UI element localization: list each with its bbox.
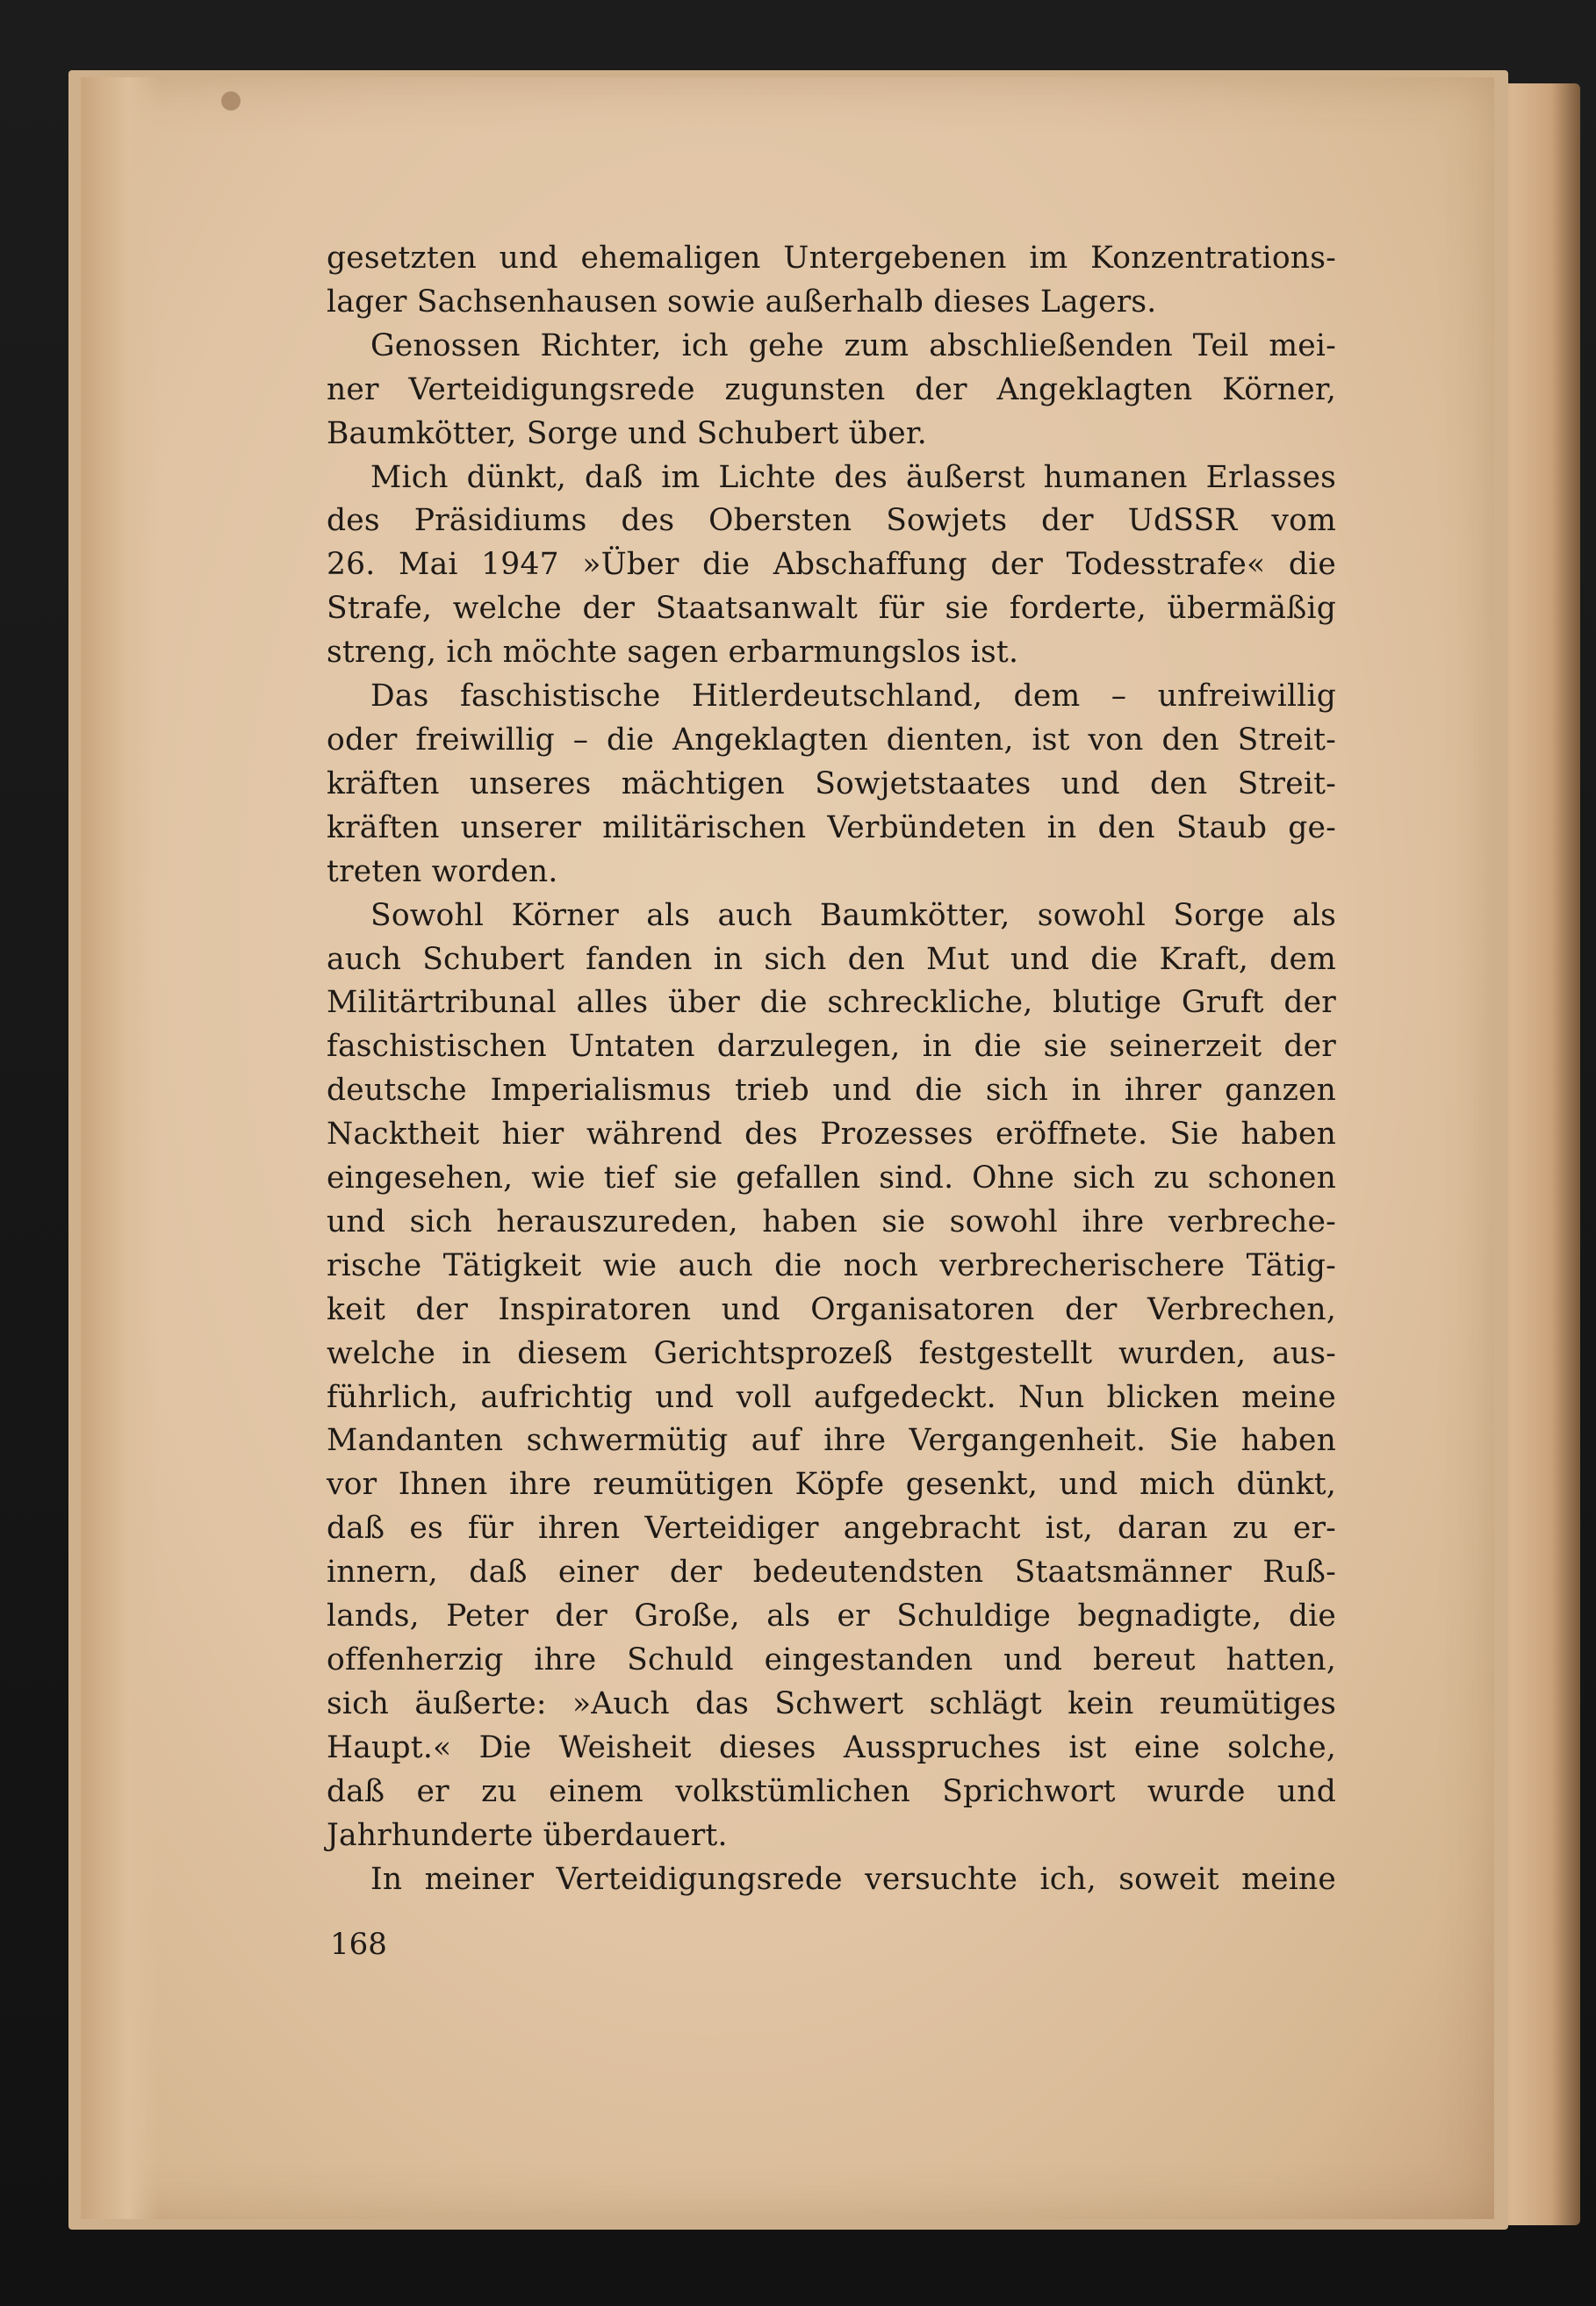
- text-line: innern, daß einer der bedeutendsten Staatsmänner Ruß-: [327, 1555, 1336, 1591]
- text-line: Strafe, welche der Staatsanwalt für sie forderte, übermäßig: [327, 591, 1336, 627]
- text-line: führlich, aufrichtig und voll aufgedeckt. Nun blicken meine: [327, 1379, 1336, 1415]
- text-line: Mich dünkt, daß im Lichte des äußerst humanen Erlasses: [370, 459, 1336, 495]
- text-line: lager Sachsenhausen sowie außerhalb dieses Lagers.: [327, 284, 1157, 320]
- text-line: Militärtribunal alles über die schreckliche, blutige Gruft der: [327, 985, 1336, 1021]
- text-line: treten worden.: [327, 853, 558, 889]
- text-line: oder freiwillig – die Angeklagten dienten, ist von den Streit-: [327, 722, 1336, 758]
- text-line: keit der Inspiratoren und Organisatoren der Verbrechen,: [327, 1291, 1336, 1327]
- text-line: Haupt.« Die Weisheit dieses Ausspruches ist eine solche,: [327, 1729, 1336, 1765]
- text-line: offenherzig ihre Schuld eingestanden und bereut hatten,: [327, 1642, 1336, 1677]
- text-line: Mandanten schwermütig auf ihre Vergangenheit. Sie haben: [327, 1423, 1336, 1459]
- text-line: auch Schubert fanden in sich den Mut und die Kraft, dem: [327, 941, 1336, 977]
- text-line: vor Ihnen ihre reumütigen Köpfe gesenkt, und mich dünkt,: [327, 1467, 1336, 1503]
- text-line: welche in diesem Gerichtsprozeß festgestellt wurden, aus-: [327, 1335, 1336, 1371]
- text-line: eingesehen, wie tief sie gefallen sind. Ohne sich zu schonen: [327, 1160, 1336, 1196]
- text-line: sich äußerte: »Auch das Schwert schlägt kein reumütiges: [327, 1685, 1336, 1721]
- text-line: daß es für ihren Verteidiger angebracht ist, daran zu er-: [327, 1511, 1336, 1547]
- text-line: Sowohl Körner als auch Baumkötter, sowohl Sorge als: [370, 897, 1336, 933]
- text-line: ner Verteidigungsrede zugunsten der Angeklagten Körner,: [327, 371, 1336, 407]
- text-line: gesetzten und ehemaligen Untergebenen im Konzentrations-: [327, 241, 1336, 276]
- text-line: Das faschistische Hitlerdeutschland, dem – unfreiwillig: [370, 679, 1336, 715]
- text-line: und sich herauszureden, haben sie sowohl ihre verbreche-: [327, 1203, 1336, 1239]
- text-line: Jahrhunderte überdauert.: [327, 1817, 728, 1853]
- text-line: faschistischen Untaten darzulegen, in die sie seinerzeit der: [327, 1029, 1336, 1065]
- page-gutter: [81, 77, 160, 2219]
- text-line: streng, ich möchte sagen erbarmungslos ist.: [327, 635, 1019, 671]
- page-number: 168: [330, 1927, 387, 1962]
- body-text: [327, 237, 1336, 1901]
- text-line: Nacktheit hier während des Prozesses eröffnete. Sie haben: [327, 1117, 1336, 1153]
- text-line: kräften unserer militärischen Verbündeten in den Staub ge-: [327, 809, 1336, 845]
- text-line: Genossen Richter, ich gehe zum abschließenden Teil mei-: [370, 327, 1336, 363]
- text-line: Baumkötter, Sorge und Schubert über.: [327, 415, 927, 451]
- text-line: daß er zu einem volkstümlichen Sprichwort wurde und: [327, 1773, 1336, 1809]
- text-line: des Präsidiums des Obersten Sowjets der UdSSR vom: [327, 503, 1336, 539]
- text-line: kräften unseres mächtigen Sowjetstaates und den Streit-: [327, 765, 1336, 801]
- text-line: In meiner Verteidigungsrede versuchte ich, soweit meine: [370, 1861, 1336, 1897]
- page-blemish: [221, 91, 241, 111]
- text-line: deutsche Imperialismus trieb und die sich in ihrer ganzen: [327, 1073, 1336, 1109]
- text-line: lands, Peter der Große, als er Schuldige begnadigte, die: [327, 1598, 1336, 1634]
- text-line: 26. Mai 1947 »Über die Abschaffung der Todesstrafe« die: [327, 547, 1336, 583]
- text-line: rische Tätigkeit wie auch die noch verbrecherischere Tätig-: [327, 1247, 1336, 1283]
